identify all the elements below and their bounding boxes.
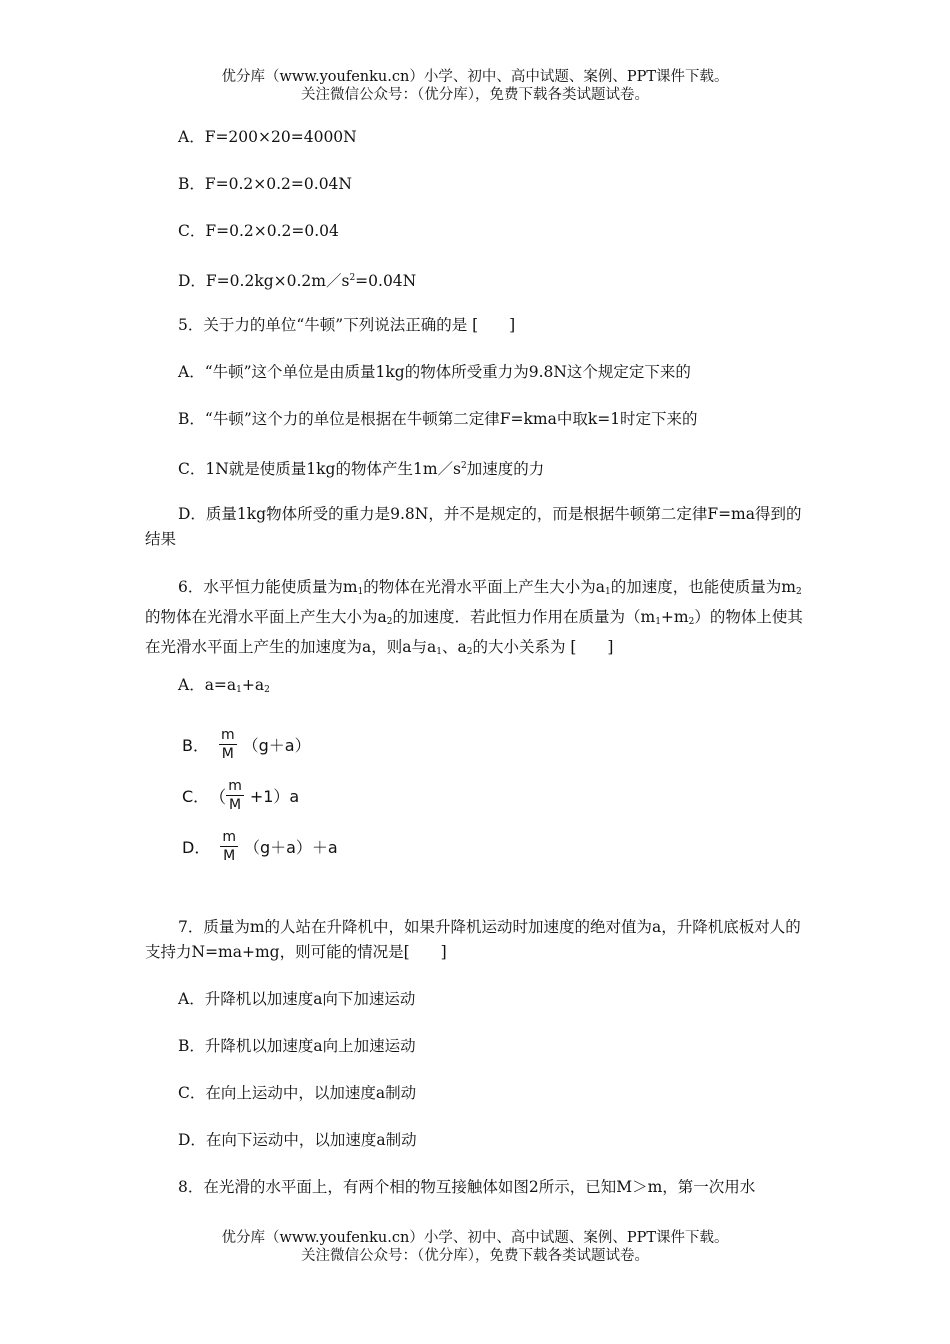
q5-option-a: A．“牛顿”这个单位是由质量1kg的物体所受重力为9.8N这个规定定下来的 (178, 363, 691, 381)
fraction: $\frac{m}{M}$ (228, 777, 242, 813)
q8-stem: 8．在光滑的水平面上，有两个相的物互接触体如图2所示，已知M＞m，第一次用水 (178, 1178, 756, 1196)
fraction: $\frac{m}{M}$ (220, 726, 235, 762)
fraction: $\frac{m}{M}$ (222, 828, 236, 864)
q7-option-c: C．在向上运动中，以加速度a制动 (178, 1084, 417, 1102)
q5-option-b: B．“牛顿”这个力的单位是根据在牛顿第二定律F=kma中取k=1时定下来的 (178, 410, 698, 428)
header-line-2: 关注微信公众号：（优分库），免费下载各类试题试卷。 (301, 87, 649, 103)
q6-option-c: C． （ $\frac{m}{M}$ +1）a (182, 777, 300, 813)
footer-line-2: 关注微信公众号：（优分库），免费下载各类试题试卷。 (301, 1248, 649, 1264)
footer-line-1: 优分库（www.youfenku.cn）小学、初中、高中试题、案例、PPT课件下载。 (221, 1230, 729, 1246)
q4-option-a: A．F=200×20=4000N (178, 128, 357, 146)
q4-option-d: D．$F=0.2kg\times 0.2m/s^2=0.04N$ (178, 272, 417, 290)
q6-option-a: A．$a=a_1+a_2$ (178, 676, 270, 695)
q6-option-b: B． $\frac{m}{M}$ （g＋a） (182, 726, 311, 762)
q6-stem: 6．水平恒力能使质量为$m_1$的物体在光滑水平面上产生大小为$a_1$的加速度，也能使质量为$m_2$的物体在光滑水平面上产生大小为$a_2$的加速度．若此恒力作用在质量为$(m_1+m_2)$的物体上使其在光滑水平面上产生的加速度为a，则a与$a_1$、$a_2$的大小关系为 [ ] (145, 578, 803, 657)
q7-option-a: A．升降机以加速度a向下加速运动 (178, 990, 416, 1008)
header-line-1: 优分库（www.youfenku.cn）小学、初中、高中试题、案例、PPT课件下载。 (221, 69, 729, 85)
q7-stem: 7．质量为m的人站在升降机中，如果升降机运动时加速度的绝对值为a，升降机底板对人的支持力N=ma+mg，则可能的情况是[ ] (145, 918, 801, 961)
q5-option-c: C．1N就是使质量1kg的物体产生$1m/s^2$加速度的力 (178, 460, 545, 478)
q4-option-c: C．F=0.2×0.2=0.04 (178, 222, 339, 240)
page-footer (0, 1229, 950, 1265)
q5-option-d: D．质量1kg物体所受的重力是9.8N，并不是规定的，而是根据牛顿第二定律F=ma得到的结果 (145, 505, 802, 548)
q7-option-b: B．升降机以加速度a向上加速运动 (178, 1037, 416, 1055)
q6-option-d: D． $\frac{m}{M}$ （g＋a）＋a (182, 828, 338, 864)
q7-option-d: D．在向下运动中，以加速度a制动 (178, 1131, 417, 1149)
q5-stem: 5．关于力的单位“牛顿”下列说法正确的是 [ ] (178, 316, 516, 334)
page-header (0, 68, 950, 104)
q4-option-b: B．F=0.2×0.2=0.04N (178, 175, 352, 193)
